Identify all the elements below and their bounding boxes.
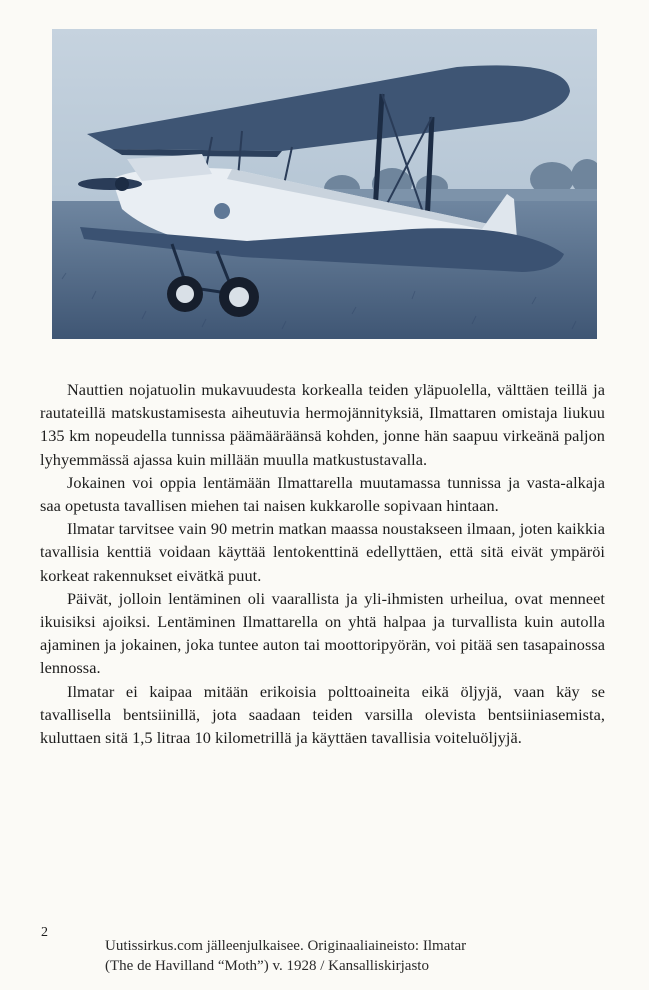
article-body [40, 378, 605, 749]
credit-line-1: Uutissirkus.com jälleenjulkaisee. Originaaliaineisto: Ilmatar [105, 938, 467, 954]
credit-line-2: (The de Havilland “Moth”) v. 1928 / Kansalliskirjasto [105, 958, 429, 974]
biplane-photo [52, 29, 597, 339]
paragraph-comfort: Nauttien nojatuolin mukavuudesta korkealla teiden yläpuolella, välttäen teillä ja rautateillä matskustamisesta aiheutuvia hermojännityksiä, Ilmattaren omistaja liukuu 135 km nopeudella tunnissa päämääräänsä kohden, jonne hän saapuu virkeänä paljon lyhyemmässä ajassa kuin millään muulla matkustustavalla. [40, 380, 605, 469]
paragraph-training: Jokainen voi oppia lentämään Ilmattarella muutamassa tunnissa ja vasta-alkaja saa opetusta tavallisen miehen tai naisen kukkarolle sopivaan hintaan. [40, 472, 605, 516]
paragraph-takeoff: Ilmatar tarvitsee vain 90 metrin matkan maassa noustakseen ilmaan, joten kaikkia tavallisia kenttiä voidaan käyttää lentokenttinä edellyttäen, että sitä eivät ympäröi korkeat rakennukset eivätkä puut. [40, 519, 605, 585]
page-number: 2 [41, 925, 48, 940]
paragraph-safety: Päivät, jolloin lentäminen oli vaarallista ja yli-ihmisten urheilua, ovat menneet ikuisiksi ajoiksi. Lentäminen Ilmattarella on yhtä halpaa ja turvallista kuin autolla ajaminen ja jokainen, joka tuntee auton tai moottoripyörän, voi pitää sen tasapainossa lennossa. [40, 588, 605, 678]
source-credit [105, 936, 545, 976]
fuselage-emblem [214, 203, 230, 219]
biplane-illustration [52, 29, 597, 339]
paragraph-fuel: Ilmatar ei kaipaa mitään erikoisia polttoaineita eikä öljyjä, vaan käy se tavallisella bentsiinillä, jota saadaan teiden varsilla olevista bentsiiniasemista, kuluttaen sitä 1,5 litraa 10 kilometrillä ja käyttäen tavallisia voiteluöljyjä. [40, 681, 605, 748]
